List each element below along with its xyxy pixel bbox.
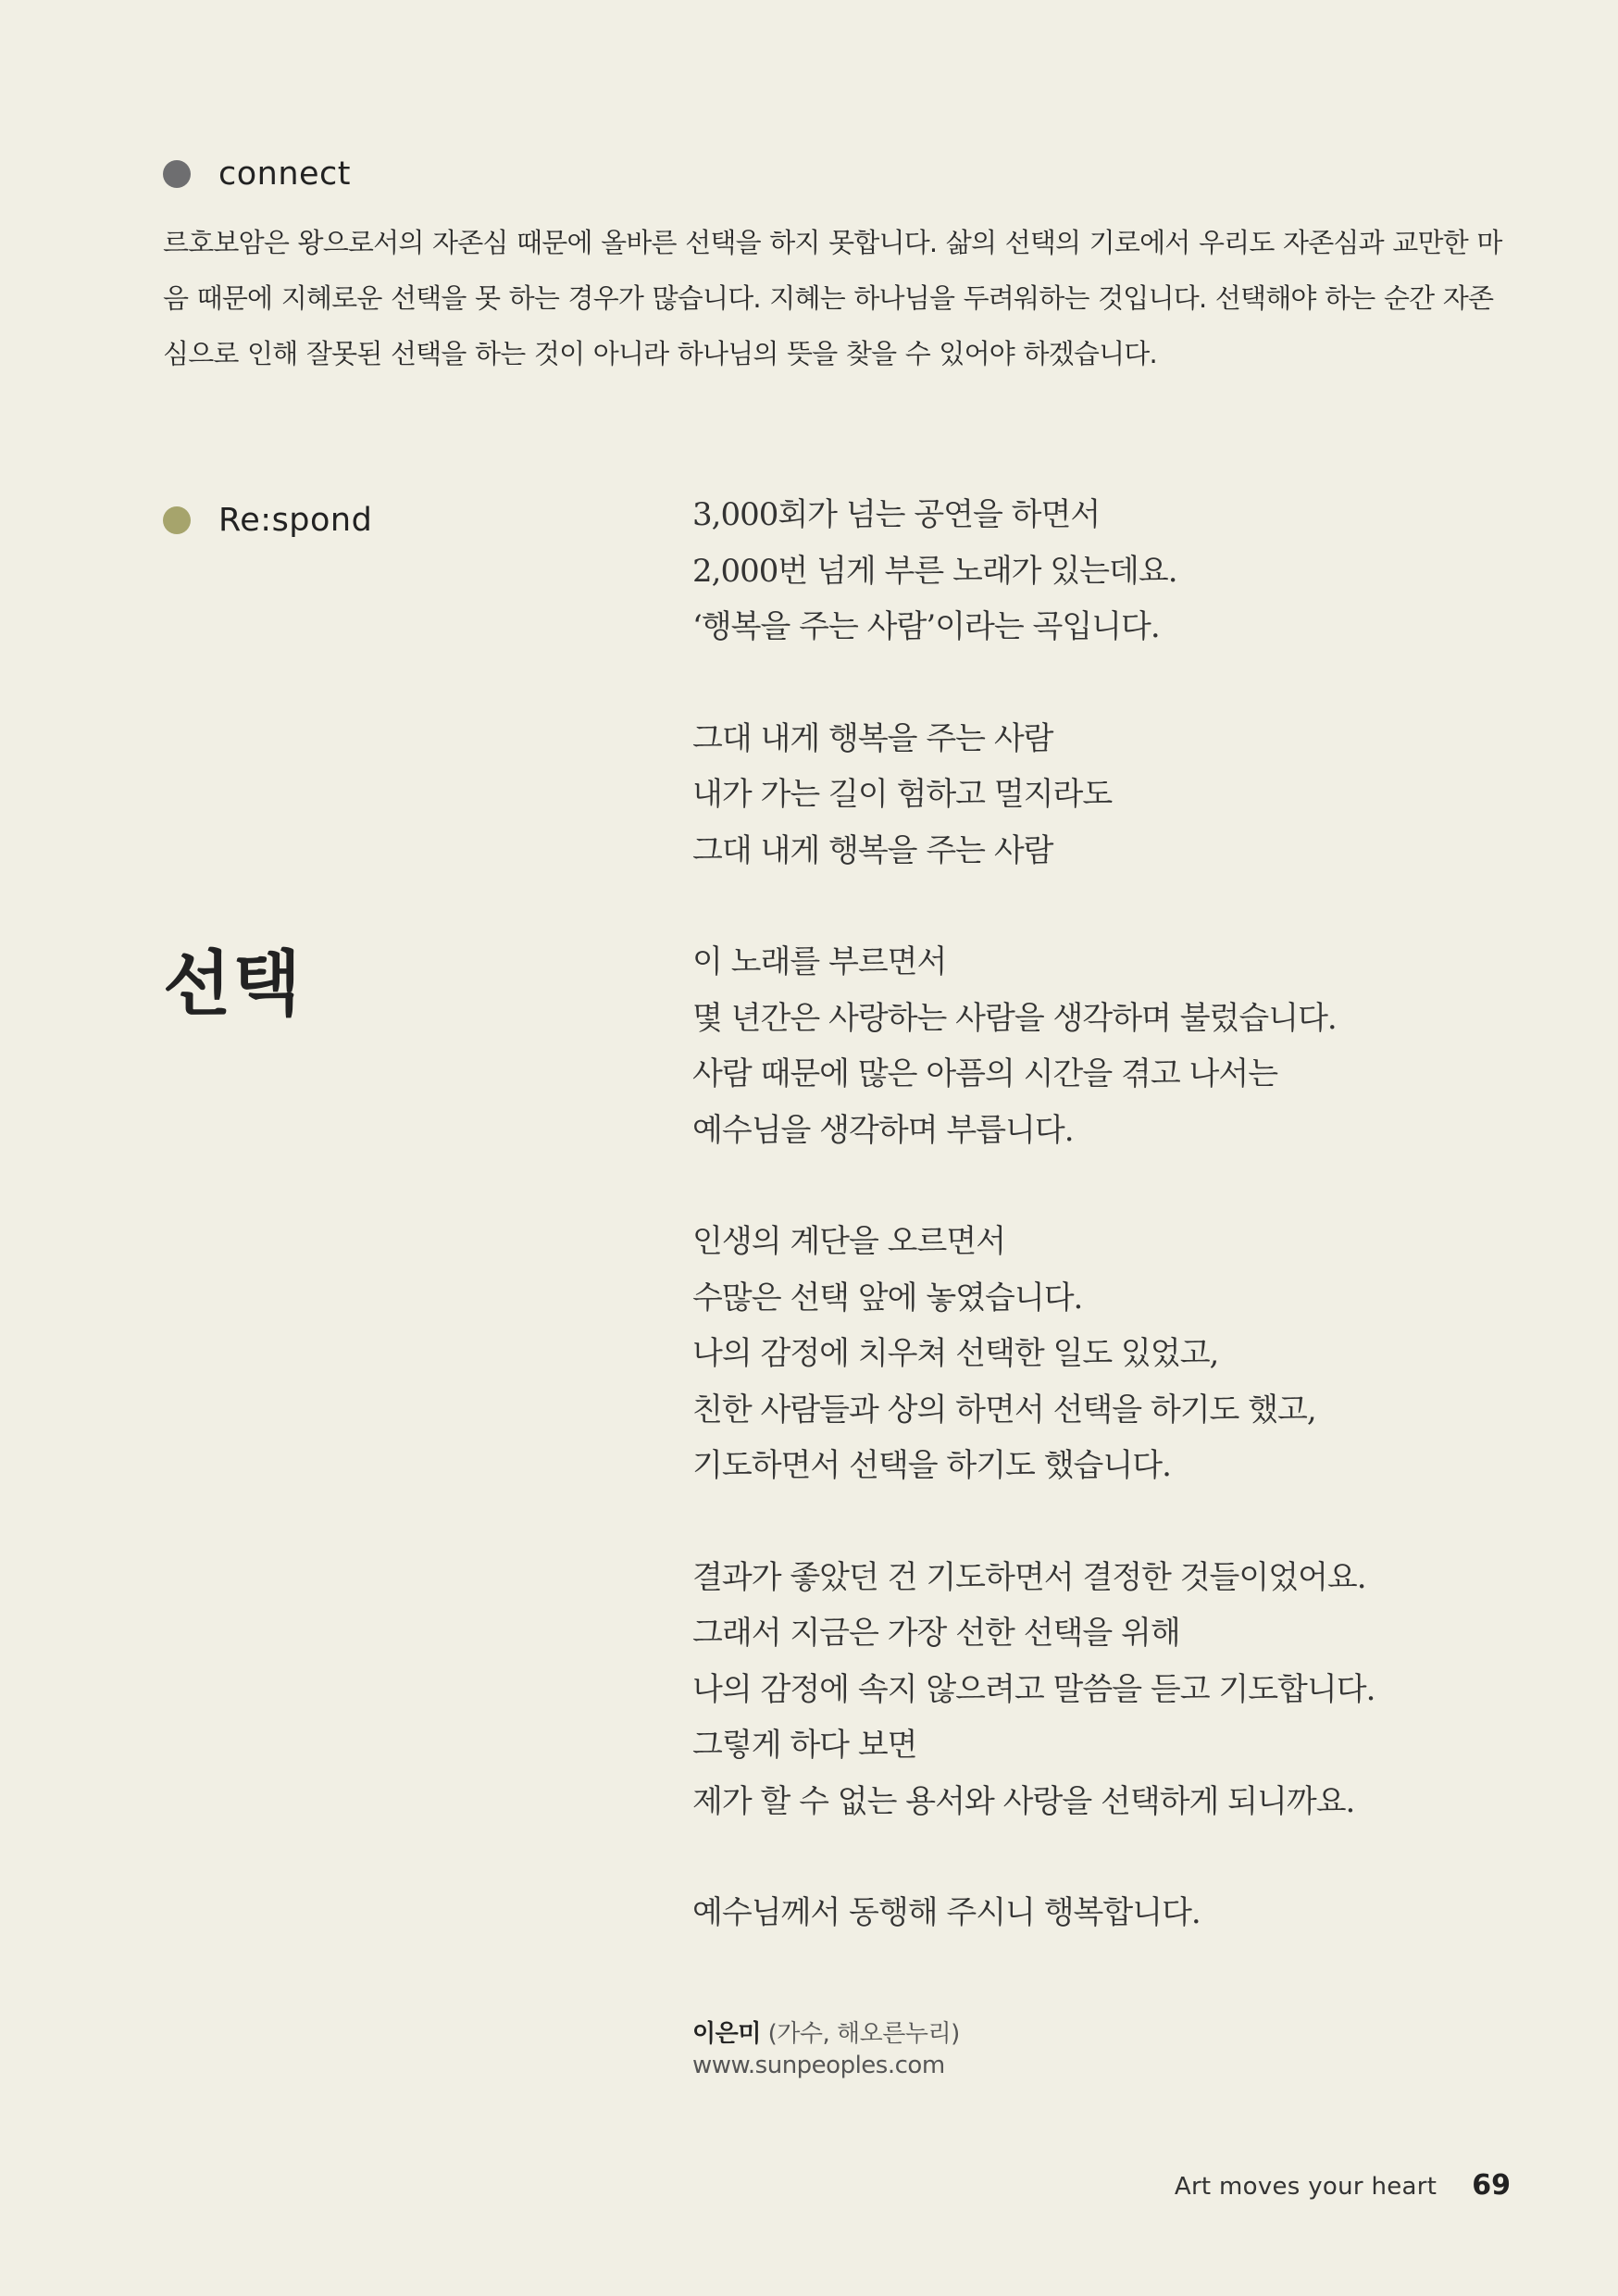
respond-heading-label: Re:spond xyxy=(218,502,373,539)
poem-line: 수많은 선택 앞에 놓였습니다. xyxy=(692,1279,1083,1316)
poem-line: 나의 감정에 속지 않으려고 말씀을 듣고 기도합니다. xyxy=(692,1670,1375,1708)
poem-line: 결과가 좋았던 건 기도하면서 결정한 것들이었어요. xyxy=(692,1558,1366,1596)
poem-line: 몇 년간은 사랑하는 사람을 생각하며 불렀습니다. xyxy=(692,999,1337,1037)
poem-stanza xyxy=(692,711,1544,880)
page-number: 69 xyxy=(1472,2169,1511,2202)
poem-line: 기도하면서 선택을 하기도 했습니다. xyxy=(692,1447,1171,1484)
poem-line: 이 노래를 부르면서 xyxy=(692,943,947,980)
author-name: 이은미 xyxy=(692,2020,761,2048)
article-title: 선택 xyxy=(163,942,303,1025)
poem-line: 그렇게 하다 보면 xyxy=(692,1727,917,1764)
connect-heading xyxy=(163,156,351,193)
poem-stanza xyxy=(692,487,1544,655)
poem-line: 나의 감정에 치우쳐 선택한 일도 있었고, xyxy=(692,1335,1219,1372)
poem-line: 예수님을 생각하며 부릅니다. xyxy=(692,1111,1074,1149)
poem-line: 제가 할 수 없는 용서와 사랑을 선택하게 되니까요. xyxy=(692,1782,1355,1820)
author-role: (가수, 해오른누리) xyxy=(767,2020,960,2048)
poem-line: 2,000번 넘게 부른 노래가 있는데요. xyxy=(692,552,1177,590)
page-footer xyxy=(1175,2169,1511,2202)
poem-line: 그대 내게 행복을 주는 사람 xyxy=(692,831,1053,869)
author-credit xyxy=(692,2015,960,2049)
poem-line: 사람 때문에 많은 아픔의 시간을 겪고 나서는 xyxy=(692,1055,1278,1092)
poem-line: 인생의 계단을 오르면서 xyxy=(692,1223,1006,1260)
poem-line: 3,000회가 넘는 공연을 하면서 xyxy=(692,496,1101,533)
poem-line: 그래서 지금은 가장 선한 선택을 위해 xyxy=(692,1615,1180,1652)
poem-stanza xyxy=(692,1885,1544,1941)
poem-line: 그대 내게 행복을 주는 사람 xyxy=(692,719,1053,757)
connect-heading-label: connect xyxy=(218,156,352,193)
poem-stanza xyxy=(692,1550,1544,1830)
footer-tagline: Art moves your heart xyxy=(1174,2173,1438,2201)
poem-line: ‘행복을 주는 사람’이라는 곡입니다. xyxy=(692,608,1160,645)
connect-bullet-icon xyxy=(163,160,191,188)
poem-stanza xyxy=(692,934,1544,1158)
poem-line: 내가 가는 길이 험하고 멀지라도 xyxy=(692,776,1113,813)
poem xyxy=(692,487,1544,1997)
respond-bullet-icon xyxy=(163,506,191,534)
poem-line: 예수님께서 동행해 주시니 행복합니다. xyxy=(692,1894,1201,1931)
poem-stanza xyxy=(692,1214,1544,1494)
poem-line: 친한 사람들과 상의 하면서 선택을 하기도 했고, xyxy=(692,1391,1316,1429)
author-website-link[interactable]: www.sunpeoples.com xyxy=(692,2052,945,2079)
respond-heading xyxy=(163,502,372,539)
connect-body-text: 르호보암은 왕으로서의 자존심 때문에 올바른 선택을 하지 못합니다. 삶의 선택의 기로에서 우리도 자존심과 교만한 마음 때문에 지혜로운 선택을 못 하는 경우가 많습니다. 지혜는 하나님을 두려워하는 것입니다. 선택해야 하는 순간 자존심으로 인해 잘못된 선택을 하는 것이 아니라 하나님의 뜻을 찾을 수 있어야 하겠습니다. xyxy=(163,227,1502,369)
